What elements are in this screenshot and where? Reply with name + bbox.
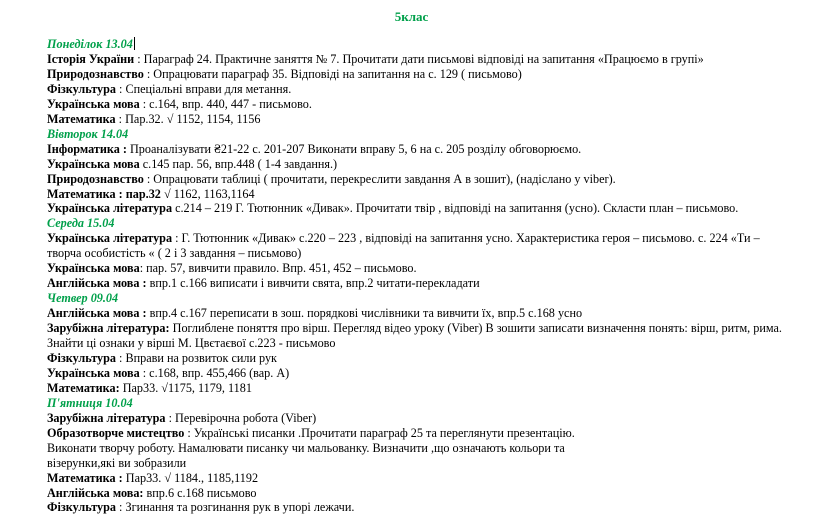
assignment-text: творча особистість « ( 2 і 3 завдання – письмово) xyxy=(47,246,302,261)
subject-name: Математика : xyxy=(47,470,123,485)
subject-name: Українська мова xyxy=(47,365,140,380)
subject-name: Фізкультура xyxy=(47,81,116,96)
subject-name: Українська література xyxy=(47,231,173,246)
assignment-line xyxy=(47,246,301,261)
assignment-line xyxy=(47,82,291,97)
assignment-text: : Згинання та розгинання рук в упорі лежачи. xyxy=(116,500,355,515)
assignment-text: : Українські писанки .Прочитати параграф 25 та переглянути презентацію. xyxy=(184,425,575,440)
assignment-text: Проаналізувати ₴21-22 с. 201-207 Виконати вправу 5, 6 на с. 205 розділу обговорюємо. xyxy=(126,141,582,156)
day-heading xyxy=(47,396,133,411)
subject-name: Фізкультура xyxy=(47,500,116,515)
assignment-line xyxy=(47,500,354,515)
assignment-text: : Вправи на розвиток сили рук xyxy=(116,350,277,365)
assignment-line xyxy=(47,471,258,486)
subject-name: Англійська мова: xyxy=(47,485,144,500)
assignment-line xyxy=(47,426,575,441)
assignment-text: Пар33. √ 1184., 1185,1192 xyxy=(122,470,259,485)
assignment-line xyxy=(47,52,704,67)
subject-name: Образотворче мистецтво xyxy=(47,425,185,440)
subject-name: Українська мова xyxy=(47,261,140,276)
subject-name: Англійська мова : xyxy=(47,306,147,321)
subject-name: Українська література xyxy=(47,201,173,216)
assignment-line xyxy=(47,201,738,216)
subject-name: Природознавство xyxy=(47,171,144,186)
assignment-text: : Опрацювати параграф 35. Відповіді на запитання на с. 129 ( письмово) xyxy=(143,66,522,81)
assignment-line xyxy=(47,351,277,366)
assignment-line xyxy=(47,172,616,187)
assignment-text: Поглиблене поняття про вірш. Перегляд відео уроку (Viber) В зошити записати визначення понять: вірш, ритм, рима. xyxy=(169,321,782,336)
assignment-text: Пар33. √1175, 1179, 1181 xyxy=(119,380,252,395)
assignment-line xyxy=(47,321,782,336)
assignment-text: візерунки,які ви зобразили xyxy=(47,455,187,470)
assignment-line xyxy=(47,276,480,291)
assignment-text: впр.4 с.167 переписати в зош. порядкові числівники та вивчити їх, впр.5 с.168 усно xyxy=(146,306,583,321)
assignment-text: Виконати творчу роботу. Намалювати писанку чи мальованку. Визначити ,що означають кольори та xyxy=(47,440,565,455)
page-title: 5клас xyxy=(394,9,429,24)
assignment-text: √ 1162, 1163,1164 xyxy=(160,186,255,201)
assignment-line xyxy=(47,486,256,501)
subject-name: Зарубіжна література: xyxy=(47,321,170,336)
assignment-text: : пар. 57, вивчити правило. Впр. 451, 452 – письмово. xyxy=(139,261,417,276)
subject-name: Природознавство xyxy=(47,66,144,81)
assignment-line xyxy=(47,261,417,276)
assignment-line xyxy=(47,306,582,321)
assignment-line xyxy=(47,441,565,456)
subject-name: Математика: xyxy=(47,380,120,395)
assignment-line xyxy=(47,336,335,351)
assignment-line xyxy=(47,381,252,396)
assignment-text: Знайти ці ознаки у вірші М. Цвєтаєвої с.223 - письмово xyxy=(47,336,336,350)
assignment-text: впр.6 с.168 письмово xyxy=(143,485,257,500)
day-heading xyxy=(47,127,128,142)
assignment-line xyxy=(47,456,186,471)
day-heading-text: Вівторок 14.04 xyxy=(47,126,129,141)
assignment-line xyxy=(47,97,312,112)
subject-name: Математика xyxy=(47,111,116,126)
day-heading xyxy=(47,291,118,306)
day-heading xyxy=(47,37,135,52)
subject-name: Українська мова xyxy=(47,156,140,171)
assignment-text: : Параграф 24. Практичне заняття № 7. Прочитати дати письмові відповіді на запитання «Працюємо в групі» xyxy=(134,51,704,66)
assignment-line xyxy=(47,67,522,82)
subject-name: Фізкультура xyxy=(47,350,116,365)
assignment-text: впр.1 с.166 виписати і вивчити свята, впр.2 читати-перекладати xyxy=(146,276,480,291)
assignment-line xyxy=(47,231,760,246)
assignment-line xyxy=(47,142,581,157)
assignment-line xyxy=(47,157,337,172)
subject-name: Математика : пар.32 xyxy=(47,186,161,201)
assignment-line xyxy=(47,187,255,202)
day-heading xyxy=(47,216,114,231)
day-heading-text: П'ятниця 10.04 xyxy=(47,395,133,410)
assignment-text: : Пар.32. √ 1152, 1154, 1156 xyxy=(115,111,261,126)
assignment-text: с.145 пар. 56, впр.448 ( 1-4 завдання.) xyxy=(139,156,338,171)
assignment-line xyxy=(47,411,316,426)
assignment-line xyxy=(47,112,260,127)
assignment-text: : Опрацювати таблиці ( прочитати, перекреслити завдання А в зошит), (надіслано у viber). xyxy=(143,171,616,186)
assignment-text: с.214 – 219 Г. Тютюнник «Дивак». Прочитати твір , відповіді на запитання (усно). Скласти план – письмово. xyxy=(172,201,739,216)
subject-name: Зарубіжна література xyxy=(47,410,166,425)
day-heading-text: Четвер 09.04 xyxy=(47,291,119,306)
day-heading-text: Середа 15.04 xyxy=(47,216,115,231)
subject-name: Інформатика : xyxy=(47,141,127,156)
day-heading-text: Понеділок 13.04 xyxy=(47,37,133,51)
assignment-text: : Г. Тютюнник «Дивак» с.220 – 223 , відповіді на запитання усно. Характеристика героя – письмово. с. 224 «Ти – xyxy=(172,231,760,246)
assignment-text: : Перевірочна робота (Viber) xyxy=(165,410,317,425)
subject-name: Українська мова xyxy=(47,96,140,111)
subject-name: Історія України xyxy=(47,51,135,66)
subject-name: Англійська мова : xyxy=(47,276,147,291)
text-cursor xyxy=(134,37,136,50)
assignment-text: : с.168, впр. 455,466 (вар. А) xyxy=(139,365,290,380)
assignment-text: : Спеціальні вправи для метання. xyxy=(116,81,292,96)
assignment-text: : с.164, впр. 440, 447 - письмово. xyxy=(139,96,312,111)
assignment-line xyxy=(47,366,289,381)
